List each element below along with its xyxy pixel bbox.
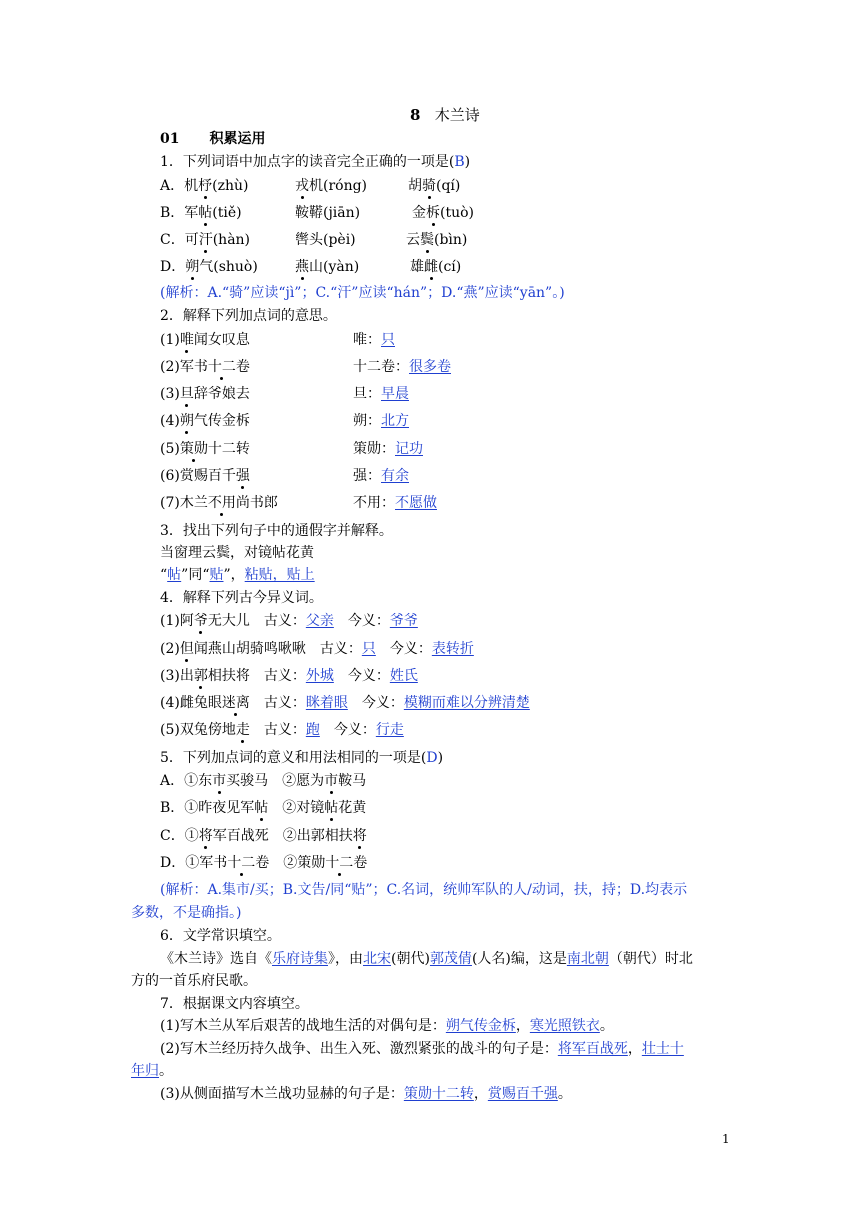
q5-option-c: C．①将军百战死 ②出郭相扶将 [160,828,367,844]
q2-item-7: (7)木兰不用尚书郎 [160,495,278,511]
q5-option-a: A．①东市买骏马 ②愿为市鞍马 [160,773,367,789]
q5-analysis-line1: (解析：A.集市/买；B.文告/同“贴”；C.名词，统帅军队的人/动词，扶，持；D.均表示 [160,882,688,898]
q2-item-1: (1)唯闻女叹息 [160,332,250,348]
q3-answer: “帖”同“贴”，粘贴，贴上 [160,567,315,583]
q2-item-6: (6)赏赐百千强 [160,468,250,484]
q1-option-a-word3: 胡骑(qí) [408,178,461,194]
q7-item-2: (2)写木兰经历持久战争、出生入死、激烈紧张的战斗的句子是：将军百战死，壮士十 [160,1041,684,1057]
q1-option-b: B．军帖(tiě) [160,205,242,221]
q1-option-a: A．机杼(zhù) [160,178,249,194]
q1-option-c-word2: 辔头(pèi) [295,232,356,248]
q6-line1: 《木兰诗》选自《乐府诗集》，由北宋(朝代)郭茂倩(人名)编，这是南北朝（朝代）时北 [160,951,693,967]
q2-answer-2: 十二卷：很多卷 [353,359,451,375]
q1-stem: 1．下列词语中加点字的读音完全正确的一项是(B) [160,154,471,170]
q4-item-2: (2)但闻燕山胡骑鸣啾啾 古义：只 今义：表转折 [160,641,474,657]
q4-item-4: (4)雌兔眼迷离 古义：眯着眼 今义：模糊而难以分辨清楚 [160,695,530,711]
q2-answer-1: 唯：只 [353,332,395,348]
q7-item-2-cont: 年归。 [131,1063,173,1079]
q2-answer-4: 朔：北方 [353,413,409,429]
q4-item-5: (5)双兔傍地走 古义：跑 今义：行走 [160,722,404,738]
q1-option-d-word3: 雄雌(cí) [410,259,462,275]
q2-answer-5: 策勋：记功 [353,441,423,457]
q6-stem: 6．文学常识填空。 [160,928,281,944]
q4-item-1: (1)阿爷无大儿 古义：父亲 今义：爷爷 [160,613,418,629]
q2-stem: 2．解释下列加点词的意思。 [160,308,337,324]
q3-stem: 3．找出下列句子中的通假字并解释。 [160,523,393,539]
q5-analysis-line2: 多数，不是确指。) [131,905,242,921]
q3-sentence: 当窗理云鬓，对镜帖花黄 [160,545,314,561]
q2-item-5: (5)策勋十二转 [160,441,250,457]
q1-option-b-word2: 鞍鞯(jiān) [295,205,361,221]
q2-item-4: (4)朔气传金柝 [160,413,250,429]
q5-option-b: B．①昨夜见军帖 ②对镜帖花黄 [160,800,367,816]
q2-item-2: (2)军书十二卷 [160,359,250,375]
q1-analysis: (解析：A.“骑”应读“jì”；C.“汗”应读“hán”；D.“燕”应读“yān”。) [160,285,565,301]
q1-option-d: D．朔气(shuò) [160,259,258,275]
q2-answer-3: 旦：早晨 [353,386,409,402]
q2-answer-6: 强：有余 [353,468,409,484]
q2-item-3: (3)旦辞爷娘去 [160,386,250,402]
q7-item-1: (1)写木兰从军后艰苦的战地生活的对偶句是：朔气传金柝，寒光照铁衣。 [160,1018,614,1034]
q6-line2: 方的一首乐府民歌。 [131,973,257,989]
q1-option-c-word3: 云鬓(bìn) [406,232,468,248]
q7-stem: 7．根据课文内容填空。 [160,996,309,1012]
q1-option-c: C．可汗(hàn) [160,232,251,248]
q1-option-b-word3: 金柝(tuò) [412,205,474,221]
q1-option-d-word2: 燕山(yàn) [295,259,360,275]
page-title: 8 木兰诗 [410,106,480,124]
q2-answer-7: 不用：不愿做 [353,495,437,511]
q5-stem: 5．下列加点词的意义和用法相同的一项是(D) [160,750,444,766]
page-number: 1 [722,1132,730,1146]
q5-option-d: D．①军书十二卷 ②策勋十二卷 [160,855,368,871]
q4-item-3: (3)出郭相扶将 古义：外城 今义：姓氏 [160,668,418,684]
q4-stem: 4．解释下列古今异义词。 [160,590,323,606]
q7-item-3: (3)从侧面描写木兰战功显赫的句子是：策勋十二转，赏赐百千强。 [160,1086,572,1102]
q1-option-a-word2: 戎机(róng) [295,178,368,194]
section-heading: 01 积累运用 [160,131,266,147]
